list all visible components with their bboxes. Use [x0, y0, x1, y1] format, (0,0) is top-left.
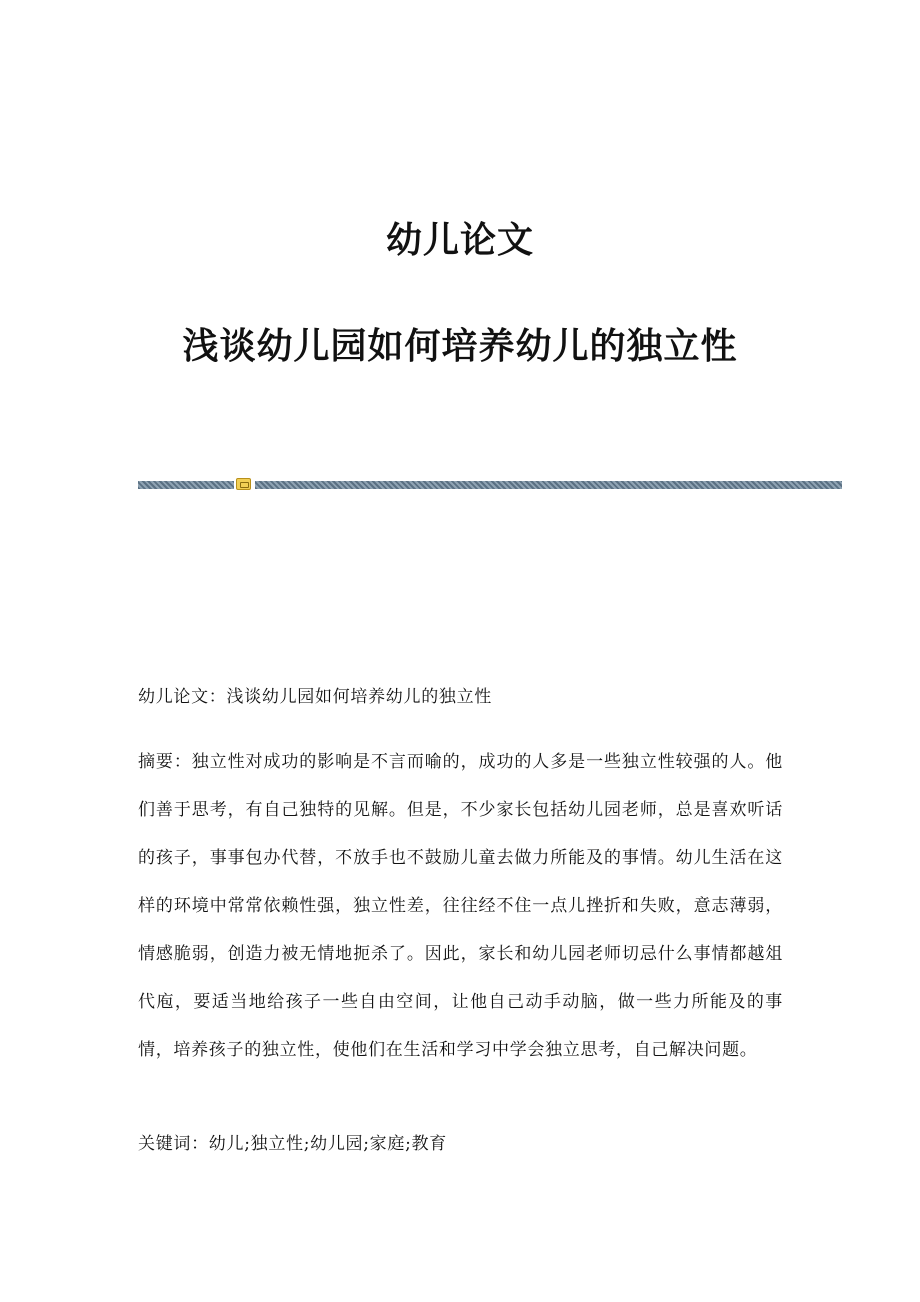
decorative-divider — [138, 478, 842, 492]
document-title: 幼儿论文 — [385, 219, 534, 261]
document-subtitle: 浅谈幼儿园如何培养幼儿的独立性 — [182, 325, 738, 367]
ornament-icon — [236, 478, 251, 490]
abstract-paragraph: 摘要：独立性对成功的影响是不言而喻的，成功的人多是一些独立性较强的人。他们善于思考，有自己独特的见解。但是，不少家长包括幼儿园老师，总是喜欢听话的孩子，事事包办代替，不放手也不鼓励儿童去做力所能及的事情。幼儿生活在这样的环境中常常依赖性强，独立性差，往往经不住一点儿挫折和失败，意志薄弱，情感脆弱，创造力被无情地扼杀了。因此，家长和幼儿园老师切忌什么事情都越俎代庖，要适当地给孩子一些自由空间，让他自己动手动脑，做一些力所能及的事情，培养孩子的独立性，使他们在生活和学习中学会独立思考，自己解决问题。 — [138, 752, 783, 1060]
divider-bar-left — [138, 481, 234, 489]
article-heading-line: 幼儿论文：浅谈幼儿园如何培养幼儿的独立性 — [138, 687, 492, 707]
keywords-line: 关键词：幼儿;独立性;幼儿园;家庭;教育 — [138, 1134, 447, 1154]
divider-bar-right — [255, 481, 842, 489]
